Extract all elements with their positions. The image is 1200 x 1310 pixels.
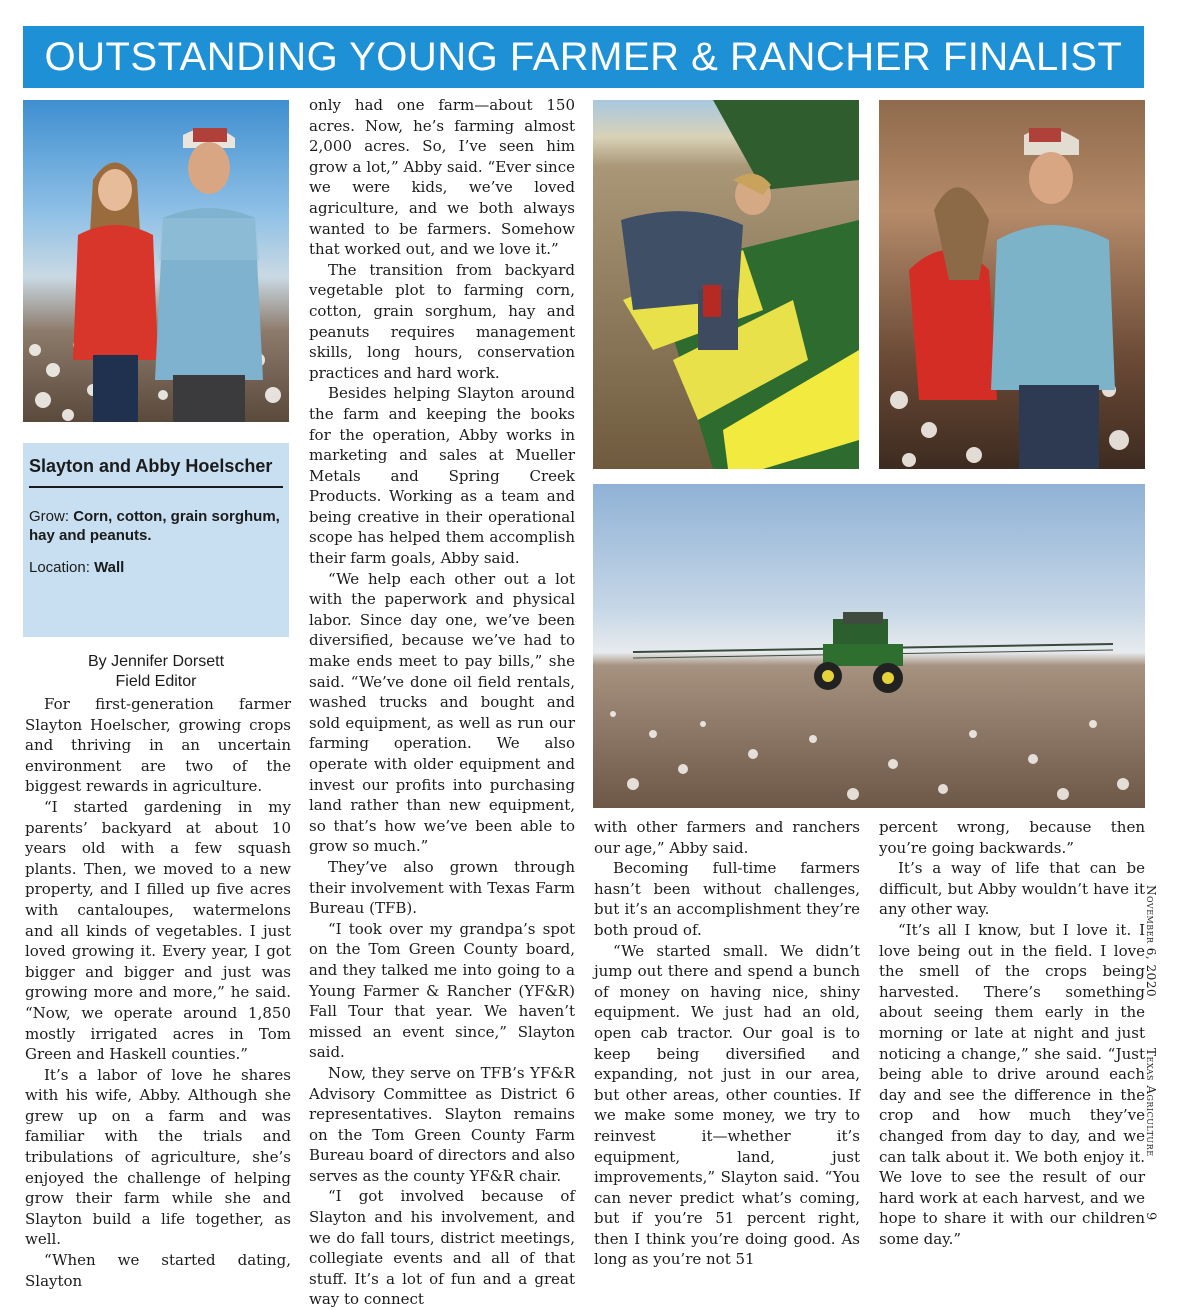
paragraph: For first-generation farmer Slayton Hoelscher, growing crops and thriving in an uncertain environment are two of the biggest rewards in agriculture. [25,695,291,796]
couple-portrait-photo [23,100,289,422]
article-column-2 [309,95,575,1310]
page-number: 9 [1143,1212,1158,1221]
sprayer-field-photo [593,484,1145,808]
equipment-repair-photo [593,100,859,469]
paragraph: “I started gardening in my parents’ backyard at about 10 years old with a few squash plants. Then, we moved to a new property, and I filled up five acres with cantaloupes, watermelons and all kinds of vegetables. I just loved growing it. Every year, I got bigger and bigger and just was growing more and more,” he said. “Now, we operate around 1,850 mostly irrigated acres in Tom Green and Haskell counties.” [25,797,291,1064]
paragraph: They’ve also grown through their involvement with Texas Farm Bureau (TFB). [309,857,575,918]
profile-divider [29,486,283,488]
paragraph: Becoming full-time farmers hasn’t been without challenges, but it’s an accomplishment they’re both proud of. [594,859,860,939]
profile-name: Slayton and Abby Hoelscher [29,456,273,476]
profile-location [29,559,124,576]
section-banner: OUTSTANDING YOUNG FARMER & RANCHER FINALIST [23,26,1144,88]
couple-inspecting-cotton-photo [879,100,1145,469]
paragraph: “We started small. We didn’t jump out there and spend a bunch of money on having nice, shiny equipment. We just had an old, open cab tractor. Our goal is to keep being diversified and expanding, not just in our area, but other areas, other counties. If we make some money, we try to reinvest it—whether it’s equipment, land, just improvements,” Slayton said. “You can never predict what’s coming, but if you’re 51 percent right, then I think you’re doing good. As long as you’re not 51 [594,941,860,1269]
paragraph-continued: with other farmers and ranchers our age,” Abby said. [594,818,860,857]
grow-label: Grow: [29,508,70,525]
byline [23,652,289,692]
location-value: Wall [94,559,125,576]
profile-grow [29,507,285,545]
paragraph: “It’s all I know, but I love it. I love being out in the field. I love the smell of the crops being harvested. There’s something about seeing them early in the morning or late at night and just noticing a change,” she said. “Just being able to drive around each day and see the difference in the crop and how much they’ve changed from day to day, and we can talk about it. We both enjoy it. We love to see the result of our hard work at each harvest, and we hope to share it with our children some day.” [879,920,1145,1248]
issue-date: November 6, 2020 [1144,885,1158,998]
publication-name: Texas Agriculture [1144,1048,1158,1157]
grow-value: Corn, cotton, grain sorghum, hay and peanuts. [29,508,280,544]
paragraph: “I got involved because of Slayton and his involvement, and we do fall tours, district meetings, collegiate events and all of that stuff. It’s a lot of fun and a great way to connect [309,1187,575,1309]
paragraph: The transition from backyard vegetable plot to farming corn, cotton, grain sorghum, hay and peanuts requires management skills, long hours, conservation practices and hard work. [309,260,575,382]
paragraph-continued: percent wrong, because then you’re going backwards.” [879,818,1145,857]
paragraph: “I took over my grandpa’s spot on the Tom Green County board, and they talked me into going to a Young Farmer & Rancher (YF&R) Fall Tour that year. We haven’t missed an event since,” Slayton said. [309,919,575,1062]
profile-info-box [23,443,289,637]
article-column-3 [594,817,860,1270]
article-column-1 [25,694,291,1291]
location-label: Location: [29,559,90,576]
paragraph: It’s a way of life that can be difficult, but Abby wouldn’t have it any other way. [879,859,1145,919]
paragraph: “We help each other out a lot with the paperwork and physical labor. Since day one, we’ve been diversified, because we’ve had to make ends meet to pay bills,” she said. “We’ve done oil field rentals, washed trucks and bought and sold equipment, as well as run our farming operation. We also operate with older equipment and invest our profits into purchasing land rather than new equipment, so that’s how we’ve been able to grow so much.” [309,569,575,856]
paragraph-continued: only had one farm—about 150 acres. Now, he’s farming almost 2,000 acres. So, I’ve seen him grow a lot,” Abby said. “Ever since we were kids, we’ve loved agriculture, and we both always wanted to be farmers. Somehow that worked out, and we love it.” [309,96,575,259]
paragraph: It’s a labor of love he shares with his wife, Abby. Although she grew up on a farm and was familiar with the trials and tribulations of agriculture, she’s enjoyed the challenge of helping grow their farm while she and Slayton build a life together, as well. [25,1065,291,1249]
byline-author: By Jennifer Dorsett [87,653,225,670]
paragraph: Now, they serve on TFB’s YF&R Advisory Committee as District 6 representatives. Slayton remains on the Tom Green County Farm Bureau board of directors and also serves as the county YF&R chair. [309,1063,575,1185]
article-column-4 [879,817,1145,1249]
paragraph: Besides helping Slayton around the farm and keeping the books for the operation, Abby works in marketing and sales at Mueller Metals and Spring Creek Products. Working as a team and being creative in their operational scope has helped them accomplish their farm goals, Abby said. [309,384,575,568]
paragraph: “When we started dating, Slayton [25,1251,291,1290]
byline-title: Field Editor [115,673,197,690]
